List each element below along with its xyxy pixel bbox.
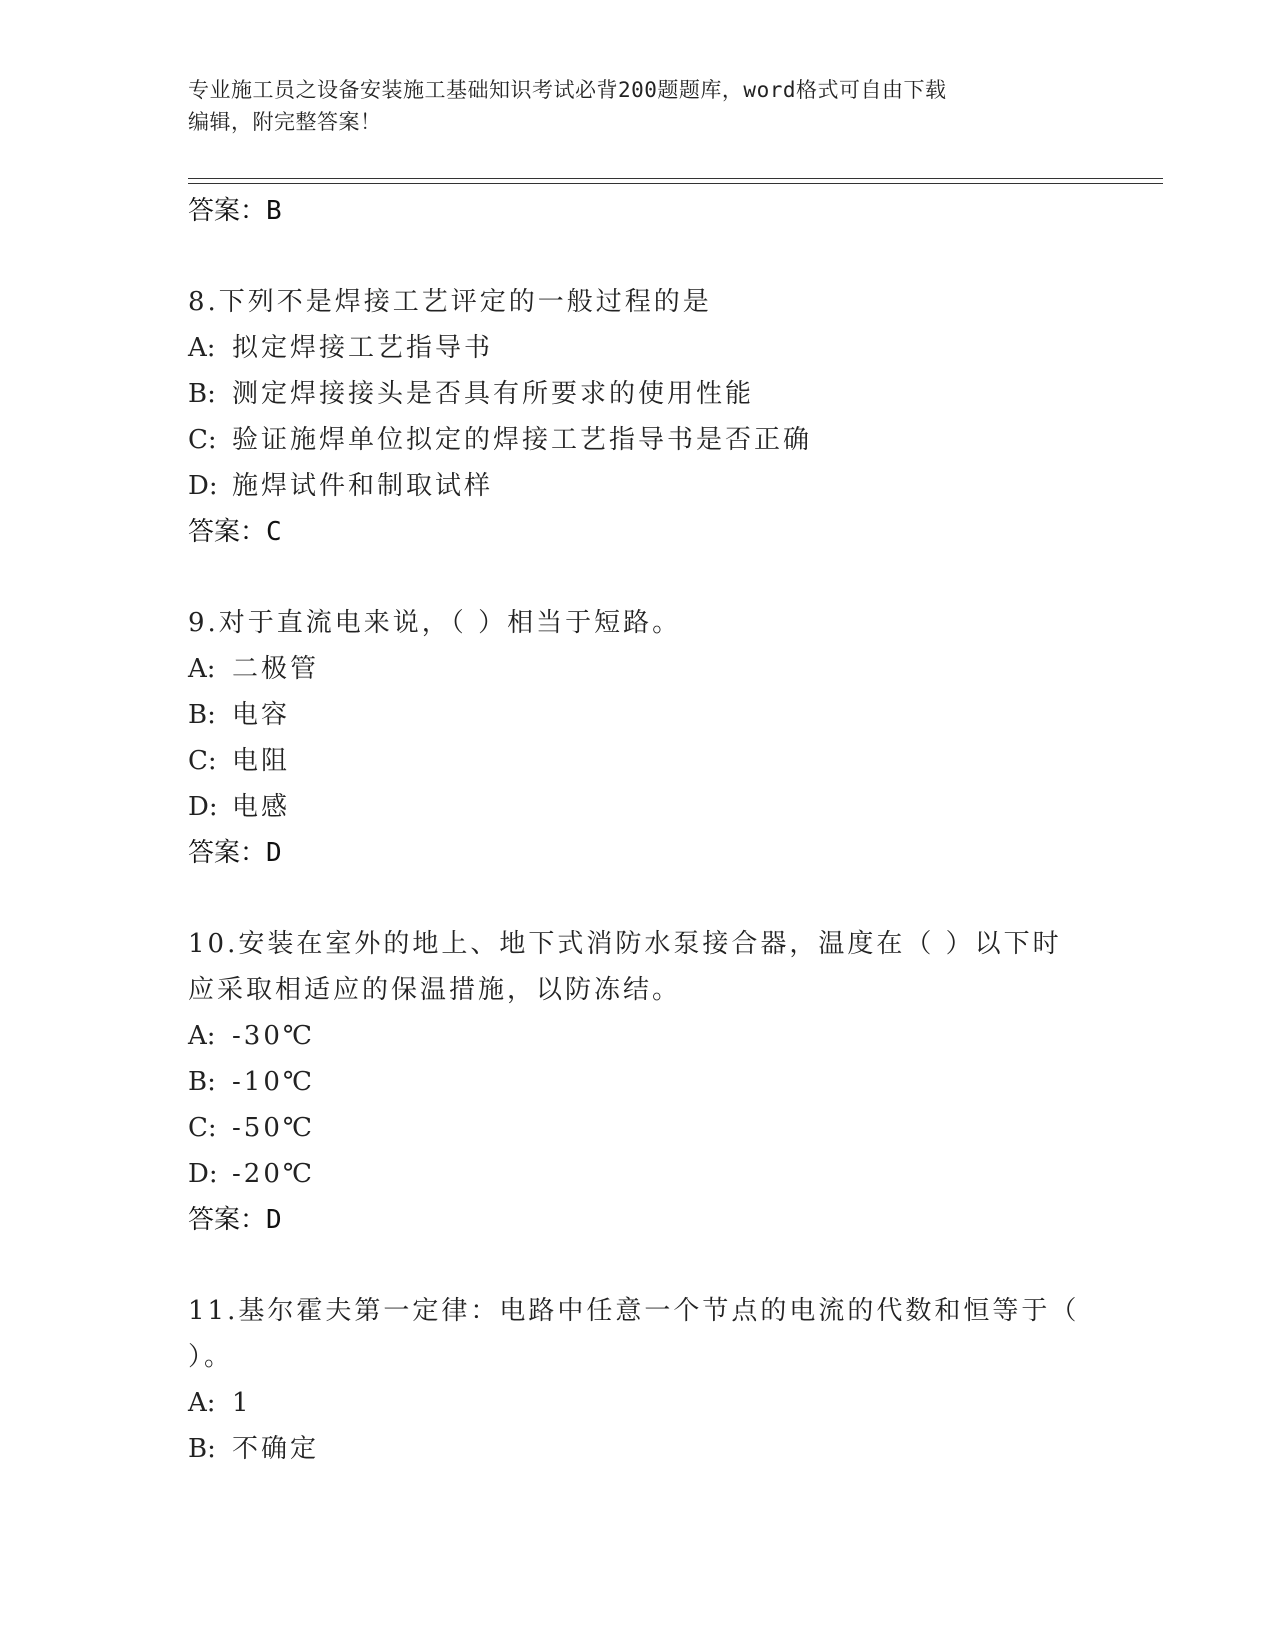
option-key: A: [188,654,216,684]
option-key: C: [188,1113,217,1143]
option-text: 电感 [232,792,291,822]
header-title-line-1: 专业施工员之设备安装施工基础知识考试必背200题题库，word格式可自由下载 [188,78,947,102]
question-11 [188,1288,1088,1472]
option-a [188,325,1088,371]
answer-label: 答案： [188,196,267,226]
option-key: C: [188,425,217,455]
question-10 [188,921,1088,1243]
option-key: D: [188,471,218,501]
question-9 [188,600,1088,876]
option-key: A: [188,333,216,363]
option-text: -20℃ [232,1159,315,1189]
document-header [188,74,1088,138]
option-text: -50℃ [232,1113,315,1143]
option-key: C: [188,746,217,776]
option-key: B: [188,700,216,730]
option-c [188,738,1088,784]
question-text: 9.对于直流电来说，（ ）相当于短路。 [188,608,682,638]
option-text: 电阻 [232,746,291,776]
option-d [188,1151,1088,1197]
option-b [188,371,1088,417]
header-title-line-2: 编辑，附完整答案！ [188,110,382,134]
option-b [188,1426,1088,1472]
question-text: 11.基尔霍夫第一定律：电路中任意一个节点的电流的代数和恒等于（ ）。 [188,1296,1080,1372]
option-a [188,646,1088,692]
option-d [188,463,1088,509]
option-text: 二极管 [232,654,320,684]
question-answer [188,830,1088,876]
option-text: 不确定 [232,1434,320,1464]
option-a [188,1013,1088,1059]
option-key: B: [188,379,216,409]
option-text: 拟定焊接工艺指导书 [232,333,494,363]
option-key: D: [188,792,218,822]
answer-value: D [266,1205,282,1235]
answer-value: C [266,517,282,547]
option-a [188,1380,1088,1426]
option-text: 验证施焊单位拟定的焊接工艺指导书是否正确 [232,425,813,455]
option-key: D: [188,1159,218,1189]
previous-answer [188,188,1088,234]
answer-label: 答案： [188,1205,267,1235]
question-answer [188,509,1088,555]
option-text: 1 [232,1388,252,1418]
option-key: B: [188,1434,216,1464]
answer-label: 答案： [188,838,267,868]
answer-label: 答案： [188,517,267,547]
option-key: B: [188,1067,216,1097]
answer-value: B [266,196,282,226]
option-b [188,1059,1088,1105]
question-8 [188,279,1088,555]
option-key: A: [188,1021,216,1051]
question-text: 10.安装在室外的地上、地下式消防水泵接合器，温度在（ ）以下时应采取相适应的保温措施，以防冻结。 [188,929,1062,1005]
document-body [188,188,1088,1472]
option-c [188,1105,1088,1151]
option-text: 测定焊接接头是否具有所要求的使用性能 [232,379,755,409]
option-text: 电容 [232,700,291,730]
answer-value: D [266,838,282,868]
option-d [188,784,1088,830]
option-text: 施焊试件和制取试样 [232,471,494,501]
option-b [188,692,1088,738]
question-text: 8.下列不是焊接工艺评定的一般过程的是 [188,287,712,317]
option-text: -30℃ [232,1021,315,1051]
option-key: A: [188,1388,216,1418]
option-c [188,417,1088,463]
header-divider-bottom [188,183,1163,184]
option-text: -10℃ [232,1067,315,1097]
header-divider-top [188,178,1163,179]
question-answer [188,1197,1088,1243]
